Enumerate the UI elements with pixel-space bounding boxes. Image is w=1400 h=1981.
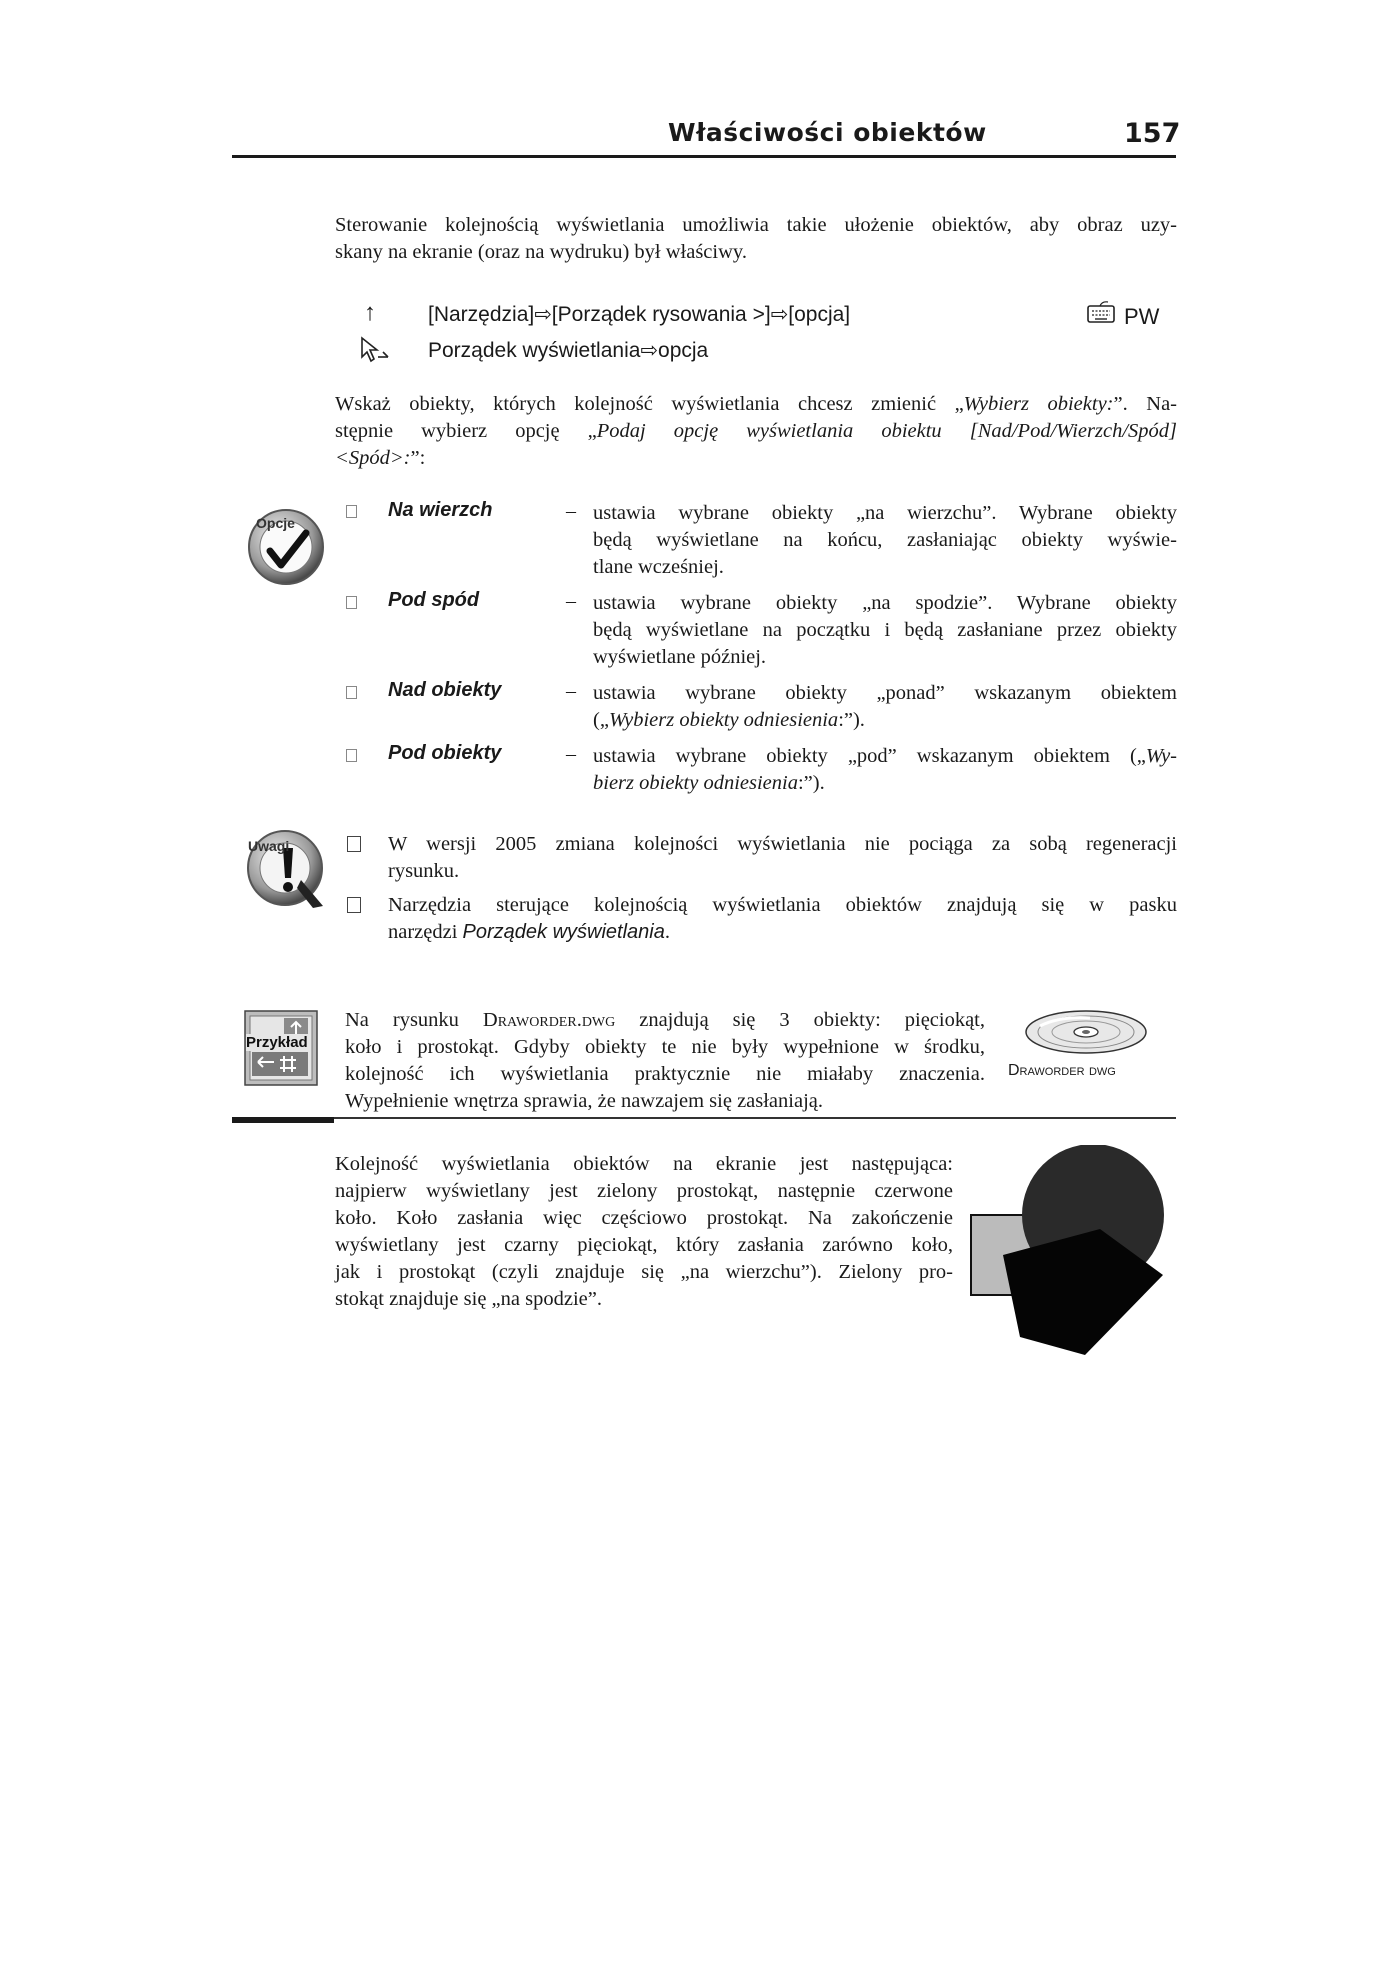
prompt-text: Wybierz obiekty: [963,393,1114,415]
page-number: 157 [1124,118,1181,149]
prompt-text: Podaj opcję wyświetlania obiektu [Nad/Pod/Wierzch/Spód] [596,420,1177,442]
bullet-box [346,505,357,518]
option-description: ustawia wybrane obiekty „ponad” wskazanym obiektem („Wybierz obiekty odniesienia:”). [593,682,1177,731]
cd-file-label: Draworder dwg [1008,1062,1116,1079]
notes-badge [243,820,331,912]
note-item: W wersji 2005 zmiana kolejności wyświetlania nie pociąga za sobą regeneracji rysunku. [388,833,1177,882]
option-dash: – [566,500,576,522]
notes-badge-label: Uwagi [248,838,290,854]
option-dash: – [566,590,576,612]
intro-line: Sterowanie kolejnością wyświetlania umożliwia takie ułożenie obiektów, aby obraz uzy- [335,214,1177,236]
header-rule [232,155,1176,158]
option-dash: – [566,680,576,702]
running-header-title: Właściwości obiektów [668,118,987,147]
option-name: Nad obiekty [388,679,502,701]
option-description: ustawia wybrane obiekty „na wierzchu”. Wybrane obiekty będą wyświetlane na końcu, zasłaniając obiekty wyświe- tlane wcześniej. [593,502,1177,578]
example-bottom-rule-accent [232,1117,334,1123]
note-bullet-box [347,897,361,913]
draw-order-illustration [965,1145,1180,1361]
example-badge-label: Przykład [246,1034,308,1051]
example-badge [244,1010,318,1086]
keyboard-icon [1086,300,1116,326]
keyboard-shortcut: PW [1124,304,1160,329]
option-name: Pod obiekty [388,742,502,764]
option-name: Pod spód [388,589,480,611]
example-bottom-rule [232,1117,1176,1119]
menu-arrow-icon: ↑ [364,300,376,326]
notes-exclamation-icon [243,820,331,912]
cd-disc-icon [1020,1004,1152,1060]
intro-paragraph [335,212,1177,266]
toolbar-name: Porządek wyświetlania [462,921,665,943]
file-name: Draworder.dwg [482,1009,616,1031]
instruction-paragraph: Wskaż obiekty, których kolejność wyświetlania chcesz zmienić „Wybierz obiekty:”. Na- stępnie wybierz opcję „Podaj opcję wyświetlania obiektu [Nad/Pod/Wierzch/Spód] <Spód>:”: [335,393,1177,469]
note-item: Narzędzia sterujące kolejnością wyświetlania obiektów znajdują się w pasku narzędzi Porządek wyświetlania. [388,894,1177,943]
prompt-default: <Spód>: [335,447,411,469]
bullet-box [346,749,357,762]
bullet-box [346,596,357,609]
menu-path: [Narzędzia]⇨[Porządek rysowania >]⇨[opcja] [428,303,851,326]
options-checkmark-icon [246,497,328,589]
description-paragraph: Kolejność wyświetlania obiektów na ekranie jest następująca: najpierw wyświetlany jest zielony prostokąt, następnie czerwone koło. Koło zasłania więc częściowo prostokąt. Na zakończenie wyświetlany jest czarny pięciokąt, który zasłania zarówno koło, jak i prostokąt (czyli znajduje się „na wierzchu”). Zielony pro- stokąt znajduje się „na spodzie”. [335,1153,953,1310]
intro-line: skany na ekranie (oraz na wydruku) był właściwy. [335,241,747,263]
example-paragraph: Na rysunku Draworder.dwg znajdują się 3 obiekty: pięciokąt, koło i prostokąt. Gdyby obiekty te nie były wypełnione w środku, kolejność ich wyświetlania praktycznie nie miałaby znaczenia. Wypełnienie wnętrza sprawia, że nawzajem się zasłaniają. [345,1009,986,1112]
option-description: ustawia wybrane obiekty „na spodzie”. Wybrane obiekty będą wyświetlane na początku i będą zasłaniane przez obiekty wyświetlane później. [593,592,1177,668]
bullet-box [346,686,357,699]
toolbar-cursor-icon [358,335,392,367]
options-badge-label: Opcje [256,515,295,531]
options-badge [246,497,328,589]
note-bullet-box [347,836,361,852]
toolbar-path: Porządek wyświetlania⇨opcja [428,339,709,362]
option-dash: – [566,743,576,765]
option-name: Na wierzch [388,499,493,521]
option-description: ustawia wybrane obiekty „pod” wskazanym obiektem („Wy- bierz obiekty odniesienia:”). [593,745,1177,794]
